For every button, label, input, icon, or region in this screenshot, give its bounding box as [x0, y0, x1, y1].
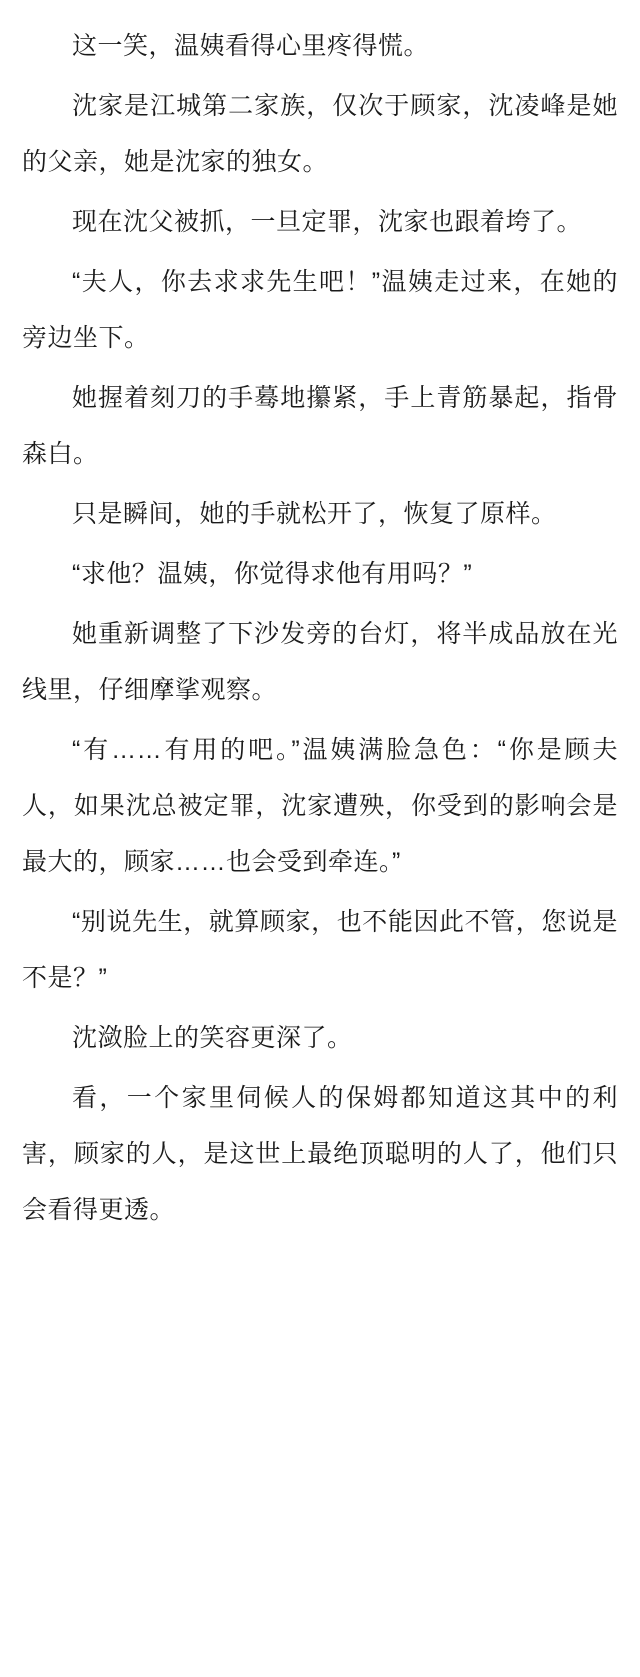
paragraph: 只是瞬间，她的手就松开了，恢复了原样。 — [72, 500, 557, 528]
paragraph: 沈潋脸上的笑容更深了。 — [72, 1024, 353, 1052]
paragraph: 沈家是江城第二家族，仅次于顾家，沈凌峰是她的父亲，她是沈家的独女。 — [22, 92, 618, 176]
paragraph: “别说先生，就算顾家，也不能因此不管，您说是不是？” — [22, 908, 618, 992]
paragraph: 她握着刻刀的手蓦地攥紧，手上青筋暴起，指骨森白。 — [22, 384, 618, 468]
paragraph: 她重新调整了下沙发旁的台灯，将半成品放在光线里，仔细摩挲观察。 — [22, 620, 618, 704]
paragraph: “夫人，你去求求先生吧！”温姨走过来，在她的旁边坐下。 — [22, 268, 618, 352]
paragraph: 现在沈父被抓，一旦定罪，沈家也跟着垮了。 — [72, 208, 583, 236]
paragraph: “求他？温姨，你觉得求他有用吗？” — [72, 560, 473, 588]
paragraph: 看，一个家里伺候人的保姆都知道这其中的利害，顾家的人，是这世上最绝顶聪明的人了，他们只会看得更透。 — [22, 1084, 618, 1224]
paragraph: “有……有用的吧。”温姨满脸急色：“你是顾夫人，如果沈总被定罪，沈家遭殃，你受到的影响会是最大的，顾家……也会受到牵连。” — [22, 736, 618, 876]
paragraph: 这一笑，温姨看得心里疼得慌。 — [72, 32, 430, 60]
